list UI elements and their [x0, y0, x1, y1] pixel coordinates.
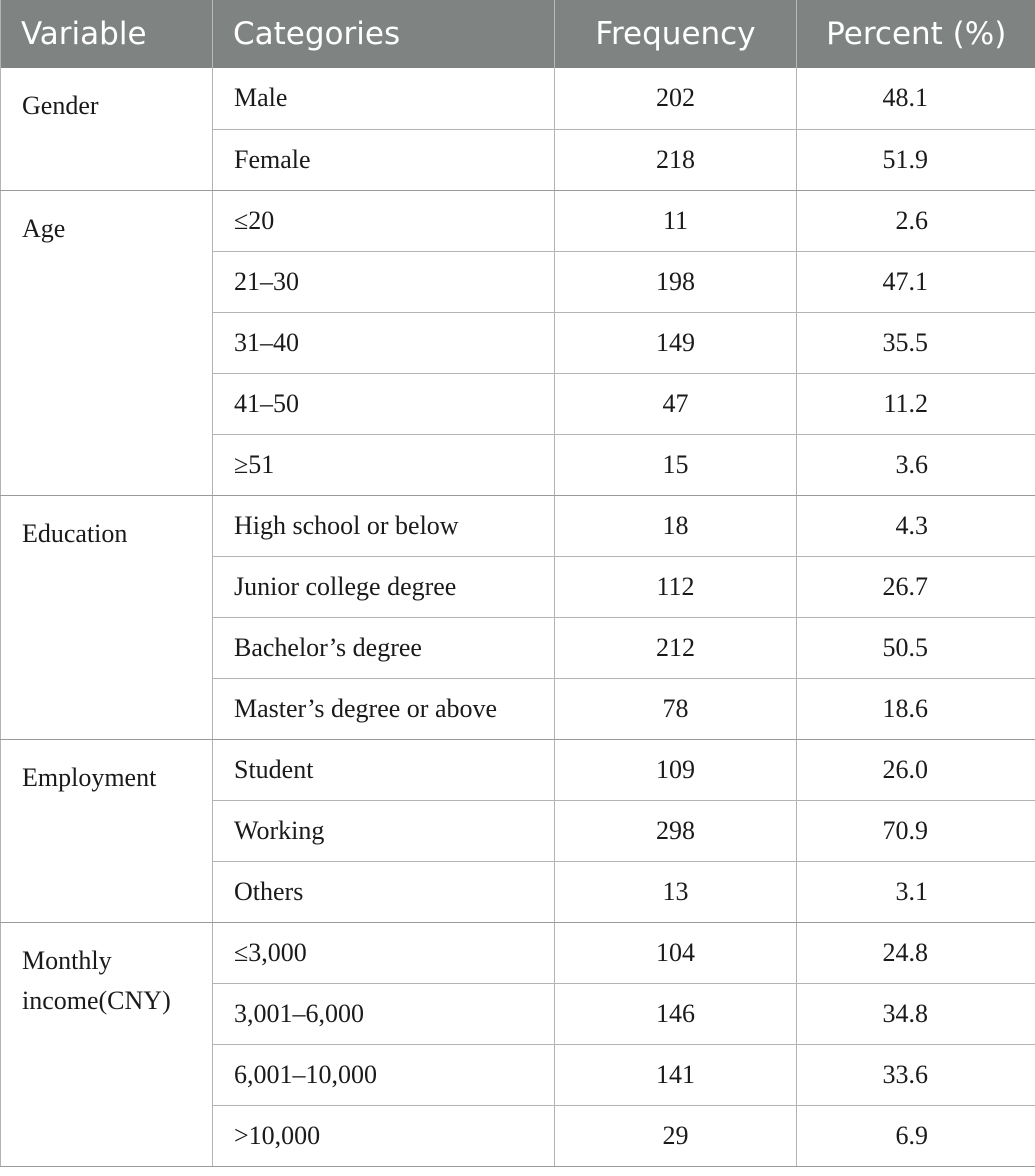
- percent-cell: 50.5: [797, 617, 1035, 678]
- frequency-cell: 15: [555, 434, 797, 495]
- frequency-cell: 18: [555, 495, 797, 556]
- percent-cell: 26.7: [797, 556, 1035, 617]
- table-row: [1, 739, 1035, 800]
- header-variable: Variable: [1, 0, 213, 68]
- percent-cell: 3.1: [797, 861, 1035, 922]
- variable-cell: Employment: [1, 739, 213, 922]
- variable-cell: Age: [1, 190, 213, 495]
- frequency-cell: 218: [555, 129, 797, 190]
- table-row: [1, 495, 1035, 556]
- frequency-cell: 146: [555, 983, 797, 1044]
- frequency-cell: 202: [555, 68, 797, 129]
- frequency-cell: 78: [555, 678, 797, 739]
- variable-cell: Gender: [1, 68, 213, 190]
- frequency-cell: 149: [555, 312, 797, 373]
- table-row: [1, 922, 1035, 983]
- category-cell: High school or below: [213, 495, 555, 556]
- variable-cell: Education: [1, 495, 213, 739]
- category-cell: ≤20: [213, 190, 555, 251]
- percent-cell: 35.5: [797, 312, 1035, 373]
- category-cell: Male: [213, 68, 555, 129]
- percent-cell: 18.6: [797, 678, 1035, 739]
- header-percent: Percent (%): [797, 0, 1035, 68]
- frequency-cell: 104: [555, 922, 797, 983]
- frequency-cell: 298: [555, 800, 797, 861]
- percent-cell: 24.8: [797, 922, 1035, 983]
- header-frequency: Frequency: [555, 0, 797, 68]
- category-cell: Student: [213, 739, 555, 800]
- category-cell: 21–30: [213, 251, 555, 312]
- percent-cell: 2.6: [797, 190, 1035, 251]
- category-cell: Junior college degree: [213, 556, 555, 617]
- percent-cell: 4.3: [797, 495, 1035, 556]
- category-cell: 6,001–10,000: [213, 1044, 555, 1105]
- category-cell: Master’s degree or above: [213, 678, 555, 739]
- percent-cell: 3.6: [797, 434, 1035, 495]
- percent-cell: 70.9: [797, 800, 1035, 861]
- category-cell: >10,000: [213, 1105, 555, 1166]
- percent-cell: 11.2: [797, 373, 1035, 434]
- percent-cell: 51.9: [797, 129, 1035, 190]
- frequency-cell: 13: [555, 861, 797, 922]
- percent-cell: 33.6: [797, 1044, 1035, 1105]
- category-cell: Female: [213, 129, 555, 190]
- percent-cell: 6.9: [797, 1105, 1035, 1166]
- percent-cell: 48.1: [797, 68, 1035, 129]
- frequency-cell: 11: [555, 190, 797, 251]
- table-row: [1, 68, 1035, 129]
- frequency-cell: 141: [555, 1044, 797, 1105]
- table-row: [1, 190, 1035, 251]
- header-row: [1, 0, 1035, 68]
- category-cell: 3,001–6,000: [213, 983, 555, 1044]
- category-cell: 31–40: [213, 312, 555, 373]
- variable-cell: Monthly income(CNY): [1, 922, 213, 1166]
- frequency-cell: 212: [555, 617, 797, 678]
- category-cell: 41–50: [213, 373, 555, 434]
- percent-cell: 34.8: [797, 983, 1035, 1044]
- frequency-cell: 29: [555, 1105, 797, 1166]
- table-header: [1, 0, 1035, 68]
- frequency-cell: 109: [555, 739, 797, 800]
- category-cell: Working: [213, 800, 555, 861]
- category-cell: ≥51: [213, 434, 555, 495]
- category-cell: ≤3,000: [213, 922, 555, 983]
- header-categories: Categories: [213, 0, 555, 68]
- percent-cell: 26.0: [797, 739, 1035, 800]
- category-cell: Bachelor’s degree: [213, 617, 555, 678]
- frequency-cell: 198: [555, 251, 797, 312]
- category-cell: Others: [213, 861, 555, 922]
- percent-cell: 47.1: [797, 251, 1035, 312]
- table-body: [1, 68, 1035, 1166]
- frequency-cell: 112: [555, 556, 797, 617]
- frequency-cell: 47: [555, 373, 797, 434]
